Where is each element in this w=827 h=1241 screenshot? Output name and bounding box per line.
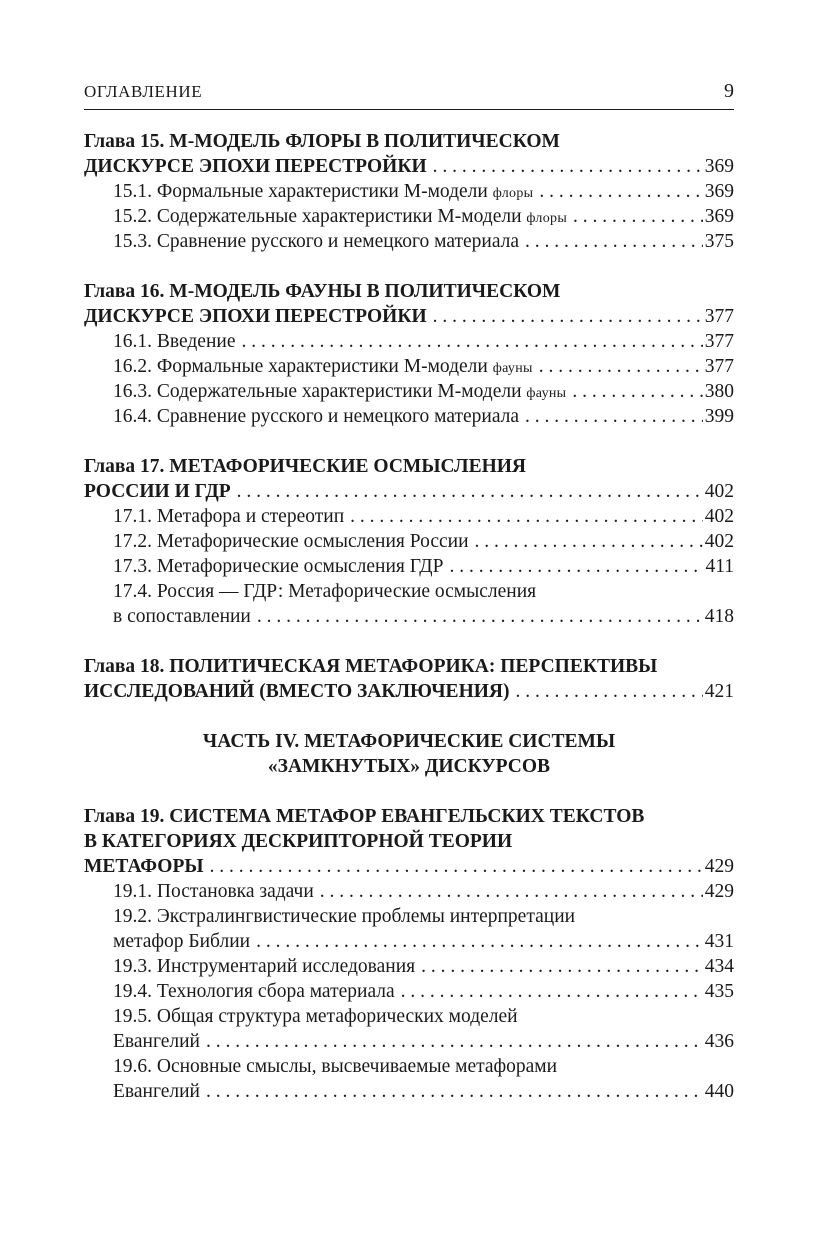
- toc-entry-text: МЕТАФОРЫ: [84, 856, 204, 877]
- toc-entry-text: 17.3. Метафорические осмысления ГДР: [113, 556, 444, 577]
- toc-entry-text: 19.6. Основные смыслы, высвечиваемые метафорами: [113, 1056, 558, 1077]
- toc-page-number: 429: [704, 881, 734, 902]
- toc-section-17-2[interactable]: [84, 529, 734, 554]
- toc-entry-text: ДИСКУРСЕ ЭПОХИ ПЕРЕСТРОЙКИ: [84, 156, 427, 177]
- dot-leader: [539, 354, 703, 379]
- dot-leader: [433, 154, 703, 179]
- toc-entry-text: Евангелий: [113, 1081, 200, 1102]
- page-number: 9: [724, 80, 734, 102]
- toc-page-number: 436: [704, 1031, 734, 1052]
- toc-entry-text: 17.2. Метафорические осмысления России: [113, 531, 469, 552]
- dot-leader: [350, 504, 703, 529]
- toc-entry-text: Евангелий: [113, 1031, 200, 1052]
- dot-leader: [449, 554, 703, 579]
- toc-page-number: 402: [704, 531, 734, 552]
- toc-entry-text: 16.1. Введение: [113, 331, 236, 352]
- toc-page-number: 377: [704, 356, 734, 377]
- toc-entry-text: 19.1. Постановка задачи: [113, 881, 314, 902]
- dot-leader: [257, 604, 703, 629]
- toc-section-15-2[interactable]: [84, 204, 734, 229]
- toc-chapter-18-title[interactable]: [84, 654, 734, 679]
- dot-leader: [572, 379, 702, 404]
- dot-leader: [256, 929, 703, 954]
- toc-section-16-2[interactable]: [84, 354, 734, 379]
- dot-leader: [539, 179, 702, 204]
- toc-page-number: 402: [704, 481, 734, 502]
- toc-section-16-1[interactable]: [84, 329, 734, 354]
- table-of-contents: [84, 129, 734, 1104]
- toc-entry-text: Глава 19. СИСТЕМА МЕТАФОР ЕВАНГЕЛЬСКИХ ТЕКСТОВ: [84, 806, 645, 827]
- spacer: [84, 254, 734, 279]
- dot-leader: [433, 304, 703, 329]
- toc-entry-text: 19.2. Экстралингвистические проблемы интерпретации: [113, 906, 576, 927]
- toc-chapter-17-entry[interactable]: [84, 479, 734, 504]
- toc-section-19-3[interactable]: [84, 954, 734, 979]
- dot-leader: [320, 879, 703, 904]
- toc-chapter-15-entry[interactable]: [84, 154, 734, 179]
- dot-leader: [241, 329, 702, 354]
- dot-leader: [401, 979, 703, 1004]
- dot-leader: [573, 204, 703, 229]
- toc-entry-text: 16.3. Содержательные характеристики М-модели фауны: [113, 381, 567, 402]
- toc-page-number: 377: [704, 331, 734, 352]
- toc-section-16-3[interactable]: [84, 379, 734, 404]
- toc-entry-text: в сопоставлении: [113, 606, 251, 627]
- toc-page-number: 429: [704, 856, 734, 877]
- toc-entry-text: Глава 15. М-МОДЕЛЬ ФЛОРЫ В ПОЛИТИЧЕСКОМ: [84, 131, 560, 152]
- dot-leader: [525, 404, 703, 429]
- toc-section-19-2-line2[interactable]: [84, 929, 734, 954]
- toc-entry-text: Глава 18. ПОЛИТИЧЕСКАЯ МЕТАФОРИКА: ПЕРСПЕКТИВЫ: [84, 656, 658, 677]
- toc-section-15-1[interactable]: [84, 179, 734, 204]
- toc-page-number: 411: [705, 556, 734, 577]
- toc-page-number: 434: [704, 956, 734, 977]
- toc-section-19-2-line1[interactable]: [84, 904, 734, 929]
- toc-page-number: 375: [704, 231, 734, 252]
- toc-entry-text: 16.4. Сравнение русского и немецкого материала: [113, 406, 520, 427]
- toc-entry-text: ИССЛЕДОВАНИЙ (ВМЕСТО ЗАКЛЮЧЕНИЯ): [84, 681, 510, 702]
- toc-chapter-19-title[interactable]: [84, 804, 734, 829]
- toc-section-19-5-line2[interactable]: [84, 1029, 734, 1054]
- toc-section-17-3[interactable]: [84, 554, 734, 579]
- toc-section-17-4-line2[interactable]: [84, 604, 734, 629]
- toc-page-number: 440: [704, 1081, 734, 1102]
- toc-entry-text: 19.5. Общая структура метафорических моделей: [113, 1006, 518, 1027]
- toc-part-4-subtitle[interactable]: «ЗАМКНУТЫХ» ДИСКУРСОВ: [267, 756, 551, 777]
- toc-chapter-18-entry[interactable]: [84, 679, 734, 704]
- toc-section-19-1[interactable]: [84, 879, 734, 904]
- toc-page-number: 418: [704, 606, 734, 627]
- toc-chapter-16-title[interactable]: [84, 279, 734, 304]
- spacer: [84, 629, 734, 654]
- dot-leader: [525, 229, 703, 254]
- toc-section-19-5-line1[interactable]: [84, 1004, 734, 1029]
- toc-page-number: 369: [704, 156, 734, 177]
- toc-entry-text: 15.1. Формальные характеристики М-модели флоры: [113, 181, 534, 202]
- toc-page-number: 377: [704, 306, 734, 327]
- toc-section-19-6-line2[interactable]: [84, 1079, 734, 1104]
- toc-section-17-4-line1[interactable]: [84, 579, 734, 604]
- toc-entry-text: 16.2. Формальные характеристики М-модели фауны: [113, 356, 533, 377]
- spacer: [84, 429, 734, 454]
- toc-section-15-3[interactable]: [84, 229, 734, 254]
- toc-section-16-4[interactable]: [84, 404, 734, 429]
- toc-section-19-6-line1[interactable]: [84, 1054, 734, 1079]
- spacer: [84, 704, 734, 729]
- toc-entry-text: 19.4. Технология сбора материала: [113, 981, 395, 1002]
- toc-section-19-4[interactable]: [84, 979, 734, 1004]
- dot-leader: [206, 1029, 703, 1054]
- dot-leader: [421, 954, 703, 979]
- dot-leader: [210, 854, 703, 879]
- toc-chapter-19-entry[interactable]: [84, 854, 734, 879]
- toc-entry-text: 19.3. Инструментарий исследования: [113, 956, 416, 977]
- dot-leader: [206, 1079, 703, 1104]
- toc-part-4-title[interactable]: ЧАСТЬ IV. МЕТАФОРИЧЕСКИЕ СИСТЕМЫ: [202, 731, 616, 752]
- toc-page-number: 435: [704, 981, 734, 1002]
- spacer: [84, 779, 734, 804]
- toc-chapter-16-entry[interactable]: [84, 304, 734, 329]
- toc-entry-text: 15.3. Сравнение русского и немецкого материала: [113, 231, 520, 252]
- toc-entry-text: В КАТЕГОРИЯХ ДЕСКРИПТОРНОЙ ТЕОРИИ: [84, 831, 513, 852]
- toc-page-number: 421: [704, 681, 734, 702]
- toc-page-number: 369: [704, 181, 734, 202]
- toc-entry-text: Глава 16. М-МОДЕЛЬ ФАУНЫ В ПОЛИТИЧЕСКОМ: [84, 281, 561, 302]
- toc-page-number: 431: [704, 931, 734, 952]
- toc-entry-text: Глава 17. МЕТАФОРИЧЕСКИЕ ОСМЫСЛЕНИЯ: [84, 456, 527, 477]
- toc-page-number: 399: [704, 406, 734, 427]
- running-title: ОГЛАВЛЕНИЕ: [84, 82, 203, 101]
- dot-leader: [515, 679, 702, 704]
- toc-entry-text: 17.1. Метафора и стереотип: [113, 506, 345, 527]
- page-header: [84, 80, 734, 103]
- toc-entry-text: 17.4. Россия — ГДР: Метафорические осмысления: [113, 581, 537, 602]
- toc-entry-text: ДИСКУРСЕ ЭПОХИ ПЕРЕСТРОЙКИ: [84, 306, 427, 327]
- header-rule: [84, 109, 734, 110]
- toc-chapter-19-title-2[interactable]: [84, 829, 734, 854]
- toc-page-number: 380: [704, 381, 734, 402]
- toc-chapter-17-title[interactable]: [84, 454, 734, 479]
- dot-leader: [237, 479, 703, 504]
- toc-entry-text: метафор Библии: [113, 931, 251, 952]
- toc-page-number: 402: [704, 506, 734, 527]
- toc-chapter-15-title[interactable]: [84, 129, 734, 154]
- dot-leader: [475, 529, 703, 554]
- toc-page-number: 369: [704, 206, 734, 227]
- toc-entry-text: 15.2. Содержательные характеристики М-модели флоры: [113, 206, 568, 227]
- toc-section-17-1[interactable]: [84, 504, 734, 529]
- toc-entry-text: РОССИИ И ГДР: [84, 481, 231, 502]
